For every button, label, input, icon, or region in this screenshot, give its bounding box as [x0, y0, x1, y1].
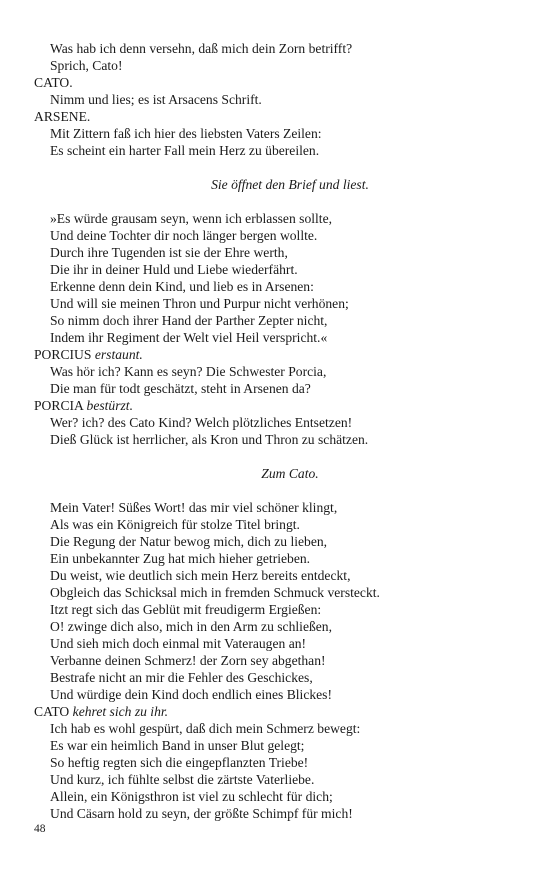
stage-direction-inline: erstaunt. [94, 347, 143, 362]
verse-line: Und deine Tochter dir noch länger bergen wollte. [50, 228, 318, 243]
verse-line: Und würdige dein Kind doch endlich eines Blickes! [50, 687, 333, 702]
verse-line: Als was ein Königreich für stolze Titel bringt. [50, 517, 300, 532]
verse-line: Sprich, Cato! [50, 58, 123, 73]
verse-line: Und kurz, ich fühlte selbst die zärtste Vaterliebe. [50, 772, 315, 787]
verse-line: Erkenne denn dein Kind, und lieb es in Arsenen: [50, 279, 314, 294]
verse-line: Was hab ich denn versehn, daß mich dein Zorn betrifft? [50, 41, 353, 56]
stage-direction-inline: bestürzt. [86, 398, 133, 413]
speaker-heading [34, 397, 534, 414]
speaker-name: CATO. [34, 75, 73, 90]
verse-line: Und Cäsarn hold zu seyn, der größte Schimpf für mich! [50, 806, 353, 821]
verse-line: So heftig regten sich die eingepflanzten Triebe! [50, 755, 309, 770]
stage-direction: Zum Cato. [261, 466, 319, 481]
verse-line: »Es würde grausam seyn, wenn ich erblassen sollte, [50, 211, 332, 226]
verse-line: Itzt regt sich das Geblüt mit freudigerm Ergießen: [50, 602, 322, 617]
verse-line: Bestrafe nicht an mir die Fehler des Geschickes, [50, 670, 313, 685]
speaker-name: PORCIA [34, 398, 84, 413]
verse-line: O! zwinge dich also, mich in den Arm zu schließen, [50, 619, 332, 634]
stage-direction-inline: kehret sich zu ihr. [72, 704, 169, 719]
verse-line: Und will sie meinen Thron und Purpur nicht verhönen; [50, 296, 349, 311]
verse-line: Indem ihr Regiment der Welt viel Heil verspricht.« [50, 330, 328, 345]
speaker-heading [34, 346, 534, 363]
speaker-name: PORCIUS [34, 347, 92, 362]
verse-line: Die man für todt geschätzt, steht in Arsenen da? [50, 381, 311, 396]
verse-line: Nimm und lies; es ist Arsacens Schrift. [50, 92, 262, 107]
verse-line: Die Regung der Natur bewog mich, dich zu lieben, [50, 534, 328, 549]
verse-line: Durch ihre Tugenden ist sie der Ehre werth, [50, 245, 288, 260]
verse-line: Ich hab es wohl gespürt, daß dich mein Schmerz bewegt: [50, 721, 361, 736]
verse-line: Und sieh mich doch einmal mit Vateraugen an! [50, 636, 307, 651]
speaker-heading [34, 74, 534, 91]
speaker-name: CATO [34, 704, 70, 719]
verse-line: Du weist, wie deutlich sich mein Herz bereits entdeckt, [50, 568, 351, 583]
page-number: 48 [34, 823, 46, 835]
play-text [34, 40, 534, 822]
verse-line: Was hör ich? Kann es seyn? Die Schwester Porcia, [50, 364, 327, 379]
verse-line: Mit Zittern faß ich hier des liebsten Vaters Zeilen: [50, 126, 322, 141]
verse-line: Dieß Glück ist herrlicher, als Kron und Thron zu schätzen. [50, 432, 369, 447]
verse-line: Es war ein heimlich Band in unser Blut gelegt; [50, 738, 305, 753]
verse-line: Ein unbekannter Zug hat mich hieher getrieben. [50, 551, 311, 566]
speaker-heading [34, 108, 534, 125]
verse-line: Allein, ein Königsthron ist viel zu schlecht für dich; [50, 789, 333, 804]
verse-line: Wer? ich? des Cato Kind? Welch plötzliches Entsetzen! [50, 415, 353, 430]
verse-line: Die ihr in deiner Huld und Liebe wiederfährt. [50, 262, 298, 277]
verse-line: Verbanne deinen Schmerz! der Zorn sey abgethan! [50, 653, 326, 668]
stage-direction: Sie öffnet den Brief und liest. [211, 177, 369, 192]
verse-line: Mein Vater! Süßes Wort! das mir viel schöner klingt, [50, 500, 338, 515]
verse-line: Obgleich das Schicksal mich in fremden Schmuck versteckt. [50, 585, 380, 600]
speaker-heading [34, 703, 534, 720]
verse-line: Es scheint ein harter Fall mein Herz zu übereilen. [50, 143, 320, 158]
speaker-name: ARSENE. [34, 109, 91, 124]
verse-line: So nimm doch ihrer Hand der Parther Zepter nicht, [50, 313, 328, 328]
